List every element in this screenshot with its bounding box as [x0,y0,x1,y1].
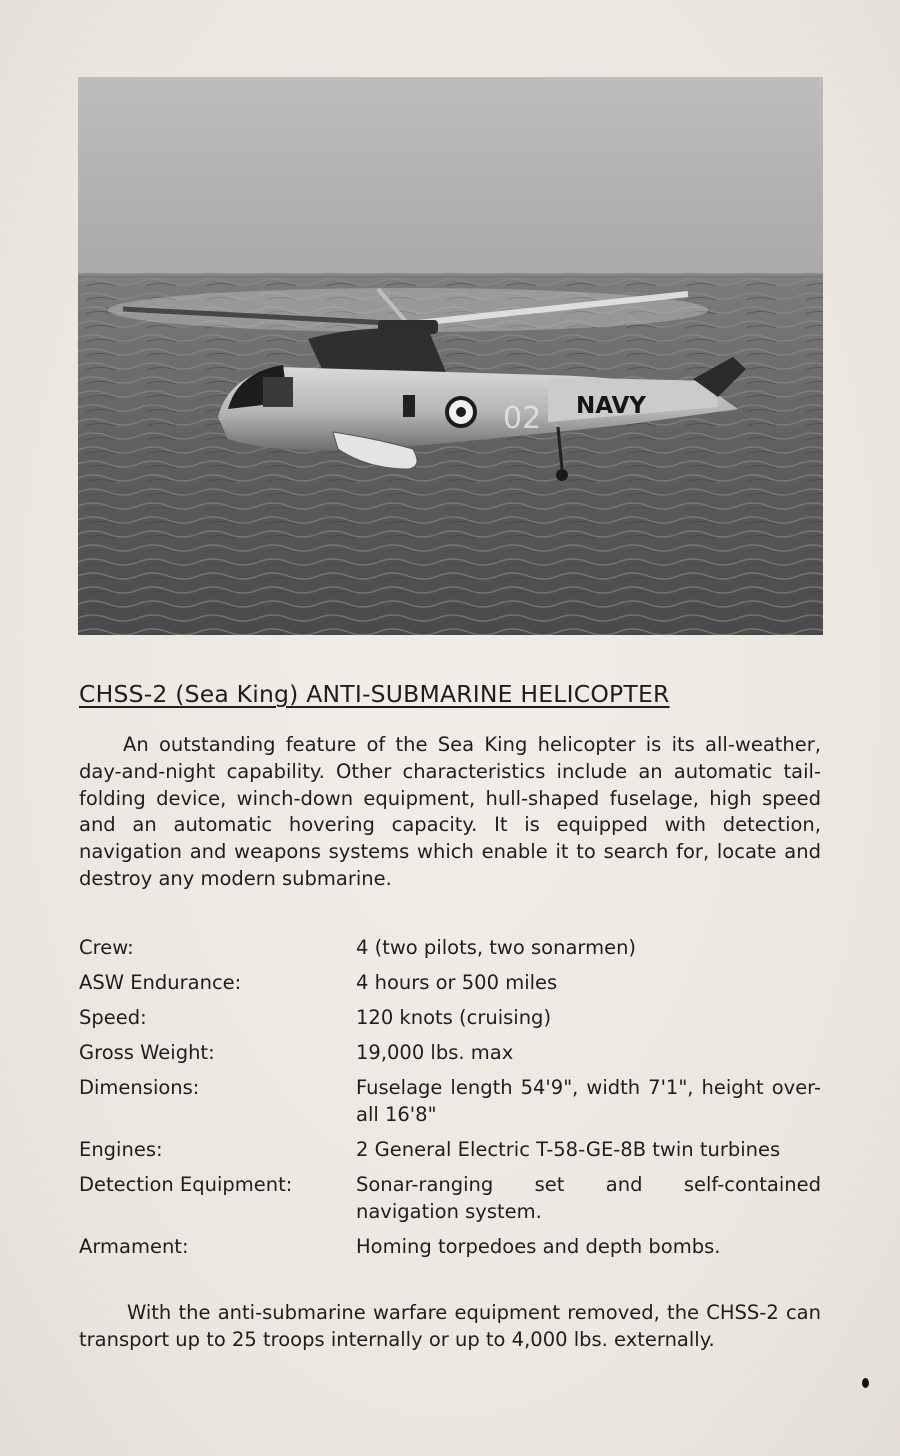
spec-value: 19,000 lbs. max [356,1041,514,1064]
spec-row-gross-weight [79,1039,821,1066]
intro-paragraph: An outstanding feature of the Sea King helicopter is its all-weather, day-and-night capability. Other characteristics include an automatic tail-folding device, winch-down equipment, hull-shaped fuselage, high speed and an automatic hovering capacity. It is equipped with detection, navigation and weapons systems which enable it to search for, locate and destroy any modern submarine. [79,733,821,890]
spec-row-asw-endurance [79,969,821,996]
closing-paragraph: With the anti-submarine warfare equipment removed, the CHSS-2 can transport up to 25 troops internally or up to 4,000 lbs. externally. [79,1301,821,1351]
helicopter-illustration [78,77,823,635]
spec-label: Crew: [79,936,134,959]
spec-value: Fuselage length 54'9", width 7'1", height over-all 16'8" [356,1076,821,1126]
spec-value: 4 hours or 500 miles [356,971,558,994]
spec-label: Armament: [79,1235,189,1258]
navy-marking: NAVY [576,393,646,419]
spec-label: Gross Weight: [79,1041,215,1064]
spec-row-engines [79,1136,821,1163]
spec-value: Homing torpedoes and depth bombs. [356,1235,721,1258]
side-number-marking: 02 [503,401,542,436]
spec-label: ASW Endurance: [79,971,242,994]
spec-label: Detection Equipment: [79,1173,293,1196]
spec-row-dimensions [79,1074,821,1128]
spec-row-speed [79,1004,821,1031]
spec-row-crew [79,934,821,961]
spec-label: Dimensions: [79,1076,200,1099]
spec-value: 4 (two pilots, two sonarmen) [356,936,637,959]
spec-value: 2 General Electric T-58-GE-8B twin turbines [356,1138,781,1161]
specifications-list [79,934,821,1268]
spec-label: Speed: [79,1006,147,1029]
spec-value: Sonar-ranging set and self-contained navigation system. [356,1173,821,1223]
ink-speck [862,1378,869,1388]
helicopter-photo [78,77,823,635]
spec-value: 120 knots (cruising) [356,1006,552,1029]
spec-row-armament [79,1233,821,1260]
spec-label: Engines: [79,1138,163,1161]
page-title: CHSS-2 (Sea King) ANTI-SUBMARINE HELICOPTER [79,680,670,708]
spec-row-detection-equipment [79,1171,821,1225]
